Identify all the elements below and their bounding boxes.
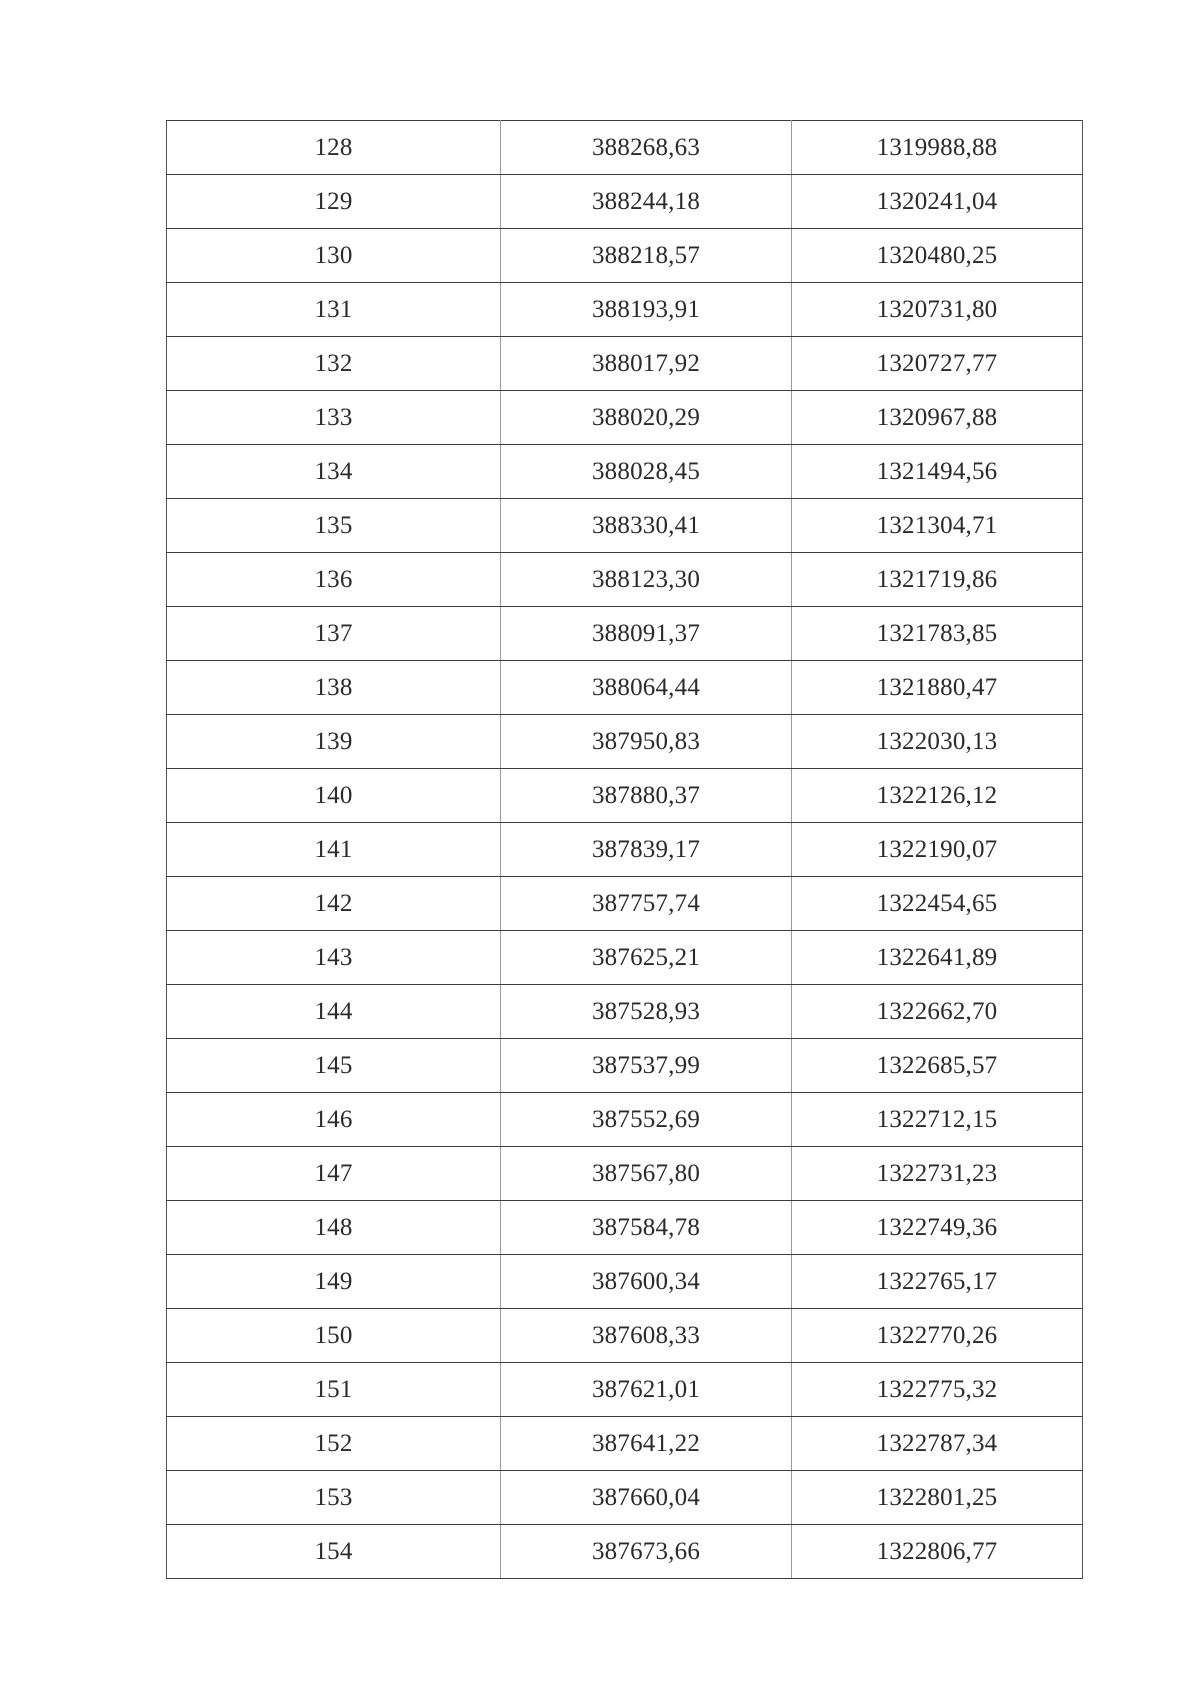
y-coordinate-cell: 1322712,15 [792, 1093, 1083, 1147]
y-coordinate-cell: 1322685,57 [792, 1039, 1083, 1093]
x-coordinate-cell: 387839,17 [501, 823, 792, 877]
point-number-cell: 147 [167, 1147, 501, 1201]
y-coordinate-cell: 1322787,34 [792, 1417, 1083, 1471]
y-coordinate-cell: 1322749,36 [792, 1201, 1083, 1255]
x-coordinate-cell: 387673,66 [501, 1525, 792, 1579]
table-row [167, 1309, 1083, 1363]
x-coordinate-cell: 387880,37 [501, 769, 792, 823]
point-number-cell: 133 [167, 391, 501, 445]
point-number-cell: 138 [167, 661, 501, 715]
x-coordinate-cell: 387567,80 [501, 1147, 792, 1201]
point-number-cell: 141 [167, 823, 501, 877]
y-coordinate-cell: 1322190,07 [792, 823, 1083, 877]
x-coordinate-cell: 388091,37 [501, 607, 792, 661]
y-coordinate-cell: 1320241,04 [792, 175, 1083, 229]
x-coordinate-cell: 388193,91 [501, 283, 792, 337]
x-coordinate-cell: 387660,04 [501, 1471, 792, 1525]
y-coordinate-cell: 1322806,77 [792, 1525, 1083, 1579]
table-row [167, 1471, 1083, 1525]
y-coordinate-cell: 1321719,86 [792, 553, 1083, 607]
point-number-cell: 153 [167, 1471, 501, 1525]
x-coordinate-cell: 388244,18 [501, 175, 792, 229]
table-row [167, 769, 1083, 823]
point-number-cell: 134 [167, 445, 501, 499]
x-coordinate-cell: 387528,93 [501, 985, 792, 1039]
point-number-cell: 142 [167, 877, 501, 931]
point-number-cell: 152 [167, 1417, 501, 1471]
point-number-cell: 150 [167, 1309, 501, 1363]
table-row [167, 1525, 1083, 1579]
y-coordinate-cell: 1322030,13 [792, 715, 1083, 769]
y-coordinate-cell: 1321494,56 [792, 445, 1083, 499]
table-row [167, 1255, 1083, 1309]
x-coordinate-cell: 387621,01 [501, 1363, 792, 1417]
point-number-cell: 139 [167, 715, 501, 769]
x-coordinate-cell: 388218,57 [501, 229, 792, 283]
point-number-cell: 154 [167, 1525, 501, 1579]
table-row [167, 229, 1083, 283]
table-row [167, 445, 1083, 499]
point-number-cell: 151 [167, 1363, 501, 1417]
point-number-cell: 129 [167, 175, 501, 229]
table-row [167, 553, 1083, 607]
y-coordinate-cell: 1322662,70 [792, 985, 1083, 1039]
point-number-cell: 128 [167, 121, 501, 175]
table-row [167, 175, 1083, 229]
y-coordinate-cell: 1322775,32 [792, 1363, 1083, 1417]
table-row [167, 121, 1083, 175]
y-coordinate-cell: 1321304,71 [792, 499, 1083, 553]
x-coordinate-cell: 387757,74 [501, 877, 792, 931]
y-coordinate-cell: 1322770,26 [792, 1309, 1083, 1363]
y-coordinate-cell: 1322641,89 [792, 931, 1083, 985]
table-row [167, 661, 1083, 715]
x-coordinate-cell: 387552,69 [501, 1093, 792, 1147]
point-number-cell: 130 [167, 229, 501, 283]
table-row [167, 607, 1083, 661]
x-coordinate-cell: 387625,21 [501, 931, 792, 985]
x-coordinate-cell: 387950,83 [501, 715, 792, 769]
table-row [167, 823, 1083, 877]
table-row [167, 391, 1083, 445]
point-number-cell: 136 [167, 553, 501, 607]
point-number-cell: 137 [167, 607, 501, 661]
y-coordinate-cell: 1320731,80 [792, 283, 1083, 337]
table-row [167, 283, 1083, 337]
point-number-cell: 132 [167, 337, 501, 391]
y-coordinate-cell: 1322765,17 [792, 1255, 1083, 1309]
table-row [167, 1201, 1083, 1255]
table-row [167, 1147, 1083, 1201]
y-coordinate-cell: 1321783,85 [792, 607, 1083, 661]
y-coordinate-cell: 1322454,65 [792, 877, 1083, 931]
y-coordinate-cell: 1321880,47 [792, 661, 1083, 715]
y-coordinate-cell: 1320480,25 [792, 229, 1083, 283]
table-row [167, 499, 1083, 553]
table-row [167, 931, 1083, 985]
x-coordinate-cell: 387537,99 [501, 1039, 792, 1093]
table-row [167, 1039, 1083, 1093]
x-coordinate-cell: 388028,45 [501, 445, 792, 499]
x-coordinate-cell: 388330,41 [501, 499, 792, 553]
x-coordinate-cell: 387608,33 [501, 1309, 792, 1363]
point-number-cell: 131 [167, 283, 501, 337]
point-number-cell: 149 [167, 1255, 501, 1309]
x-coordinate-cell: 387584,78 [501, 1201, 792, 1255]
x-coordinate-cell: 388268,63 [501, 121, 792, 175]
point-number-cell: 144 [167, 985, 501, 1039]
point-number-cell: 143 [167, 931, 501, 985]
point-number-cell: 148 [167, 1201, 501, 1255]
point-number-cell: 140 [167, 769, 501, 823]
point-number-cell: 135 [167, 499, 501, 553]
x-coordinate-cell: 387641,22 [501, 1417, 792, 1471]
table-row [167, 337, 1083, 391]
y-coordinate-cell: 1322731,23 [792, 1147, 1083, 1201]
y-coordinate-cell: 1322126,12 [792, 769, 1083, 823]
table-row [167, 1363, 1083, 1417]
y-coordinate-cell: 1320967,88 [792, 391, 1083, 445]
table-row [167, 715, 1083, 769]
x-coordinate-cell: 388064,44 [501, 661, 792, 715]
coordinates-table-body [167, 121, 1083, 1579]
y-coordinate-cell: 1319988,88 [792, 121, 1083, 175]
coordinates-table [166, 120, 1083, 1579]
point-number-cell: 145 [167, 1039, 501, 1093]
table-row [167, 1093, 1083, 1147]
table-row [167, 877, 1083, 931]
table-row [167, 985, 1083, 1039]
x-coordinate-cell: 388020,29 [501, 391, 792, 445]
y-coordinate-cell: 1322801,25 [792, 1471, 1083, 1525]
x-coordinate-cell: 387600,34 [501, 1255, 792, 1309]
x-coordinate-cell: 388017,92 [501, 337, 792, 391]
table-row [167, 1417, 1083, 1471]
x-coordinate-cell: 388123,30 [501, 553, 792, 607]
point-number-cell: 146 [167, 1093, 501, 1147]
y-coordinate-cell: 1320727,77 [792, 337, 1083, 391]
